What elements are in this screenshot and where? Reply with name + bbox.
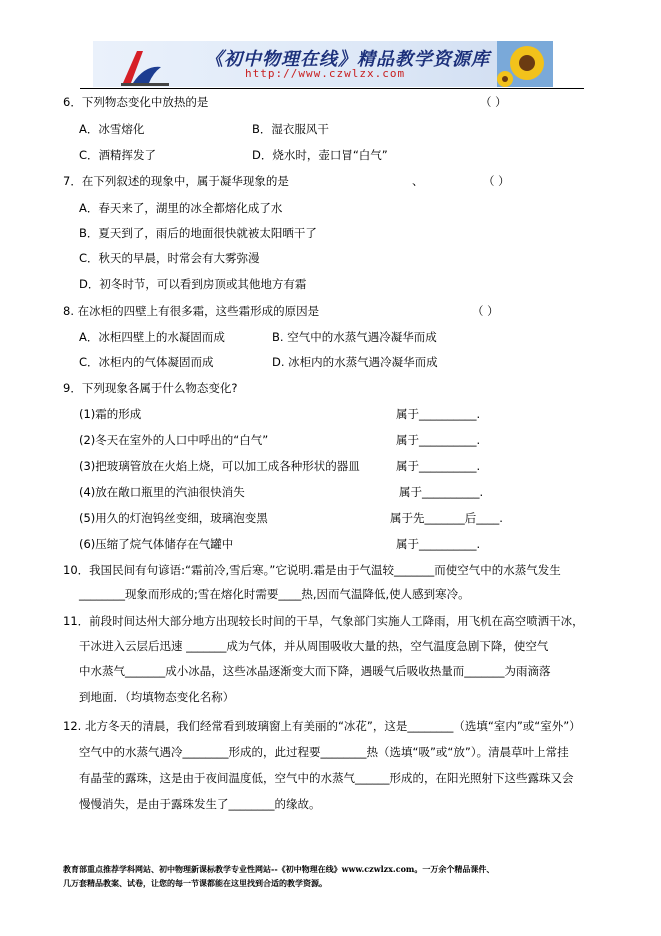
header-banner <box>93 41 553 87</box>
q8-answer-paren: （ ） <box>472 304 499 318</box>
q9-item-2-answer: 属于__________. <box>396 433 481 447</box>
q12-line-3: 有晶莹的露珠，这是由于夜间温度低，空气中的水蒸气______形成的，在阳光照射下这些露珠又会 <box>79 771 574 785</box>
site-logo-icon <box>115 47 175 87</box>
q10-line-1: 10．我国民间有句谚语:“霜前冷,雪后寒。”它说明.霜是由于气温较_______而使空气中的水蒸气发生 <box>63 563 561 577</box>
q8-stem: 8. 在冰柜的四壁上有很多霜，这些霜形成的原因是 <box>63 304 320 318</box>
q9-item-2: (2)冬天在室外的人口中呼出的“白气” <box>79 433 269 447</box>
q6-answer-paren: （ ） <box>480 95 507 109</box>
q10-line-2: ________现象而形成的;雪在熔化时需要____热,因而气温降低,使人感到寒冷。 <box>79 587 470 601</box>
q7-option-b: B．夏天到了，雨后的地面很快就被太阳晒干了 <box>79 226 317 240</box>
q9-item-4-answer: 属于__________. <box>399 485 484 499</box>
q12-line-1: 12. 北方冬天的清晨，我们经常看到玻璃窗上有美丽的“冰花”，这是________（选填“室内”或“室外”） <box>63 719 581 733</box>
q9-item-3-answer: 属于__________. <box>396 459 481 473</box>
q11-line-4: 到地面．（均填物态变化名称） <box>79 690 235 704</box>
q6-stem: 6．下列物态变化中放热的是 <box>63 95 209 109</box>
q9-item-5: (5)用久的灯泡钨丝变细，玻璃泡变黑 <box>79 511 268 525</box>
q12-line-4: 慢慢消失，是由于露珠发生了________的缘故。 <box>79 797 321 811</box>
q9-item-6-answer: 属于__________. <box>396 537 481 551</box>
q7-option-a: A．春天来了，湖里的冰全都熔化成了水 <box>79 201 283 215</box>
header-rule <box>80 88 584 89</box>
q7-option-d: D．初冬时节，可以看到房顶或其他地方有霜 <box>79 277 307 291</box>
q11-line-3: 中水蒸气_______成小冰晶，这些冰晶逐渐变大而下降，遇暖气后吸收热量而_______为雨滴落 <box>79 664 551 678</box>
q9-item-5-answer: 属于先_______后____. <box>390 511 503 525</box>
q8-option-a: A．冰柜四壁上的水凝固而成 <box>79 330 225 344</box>
sunflower-icon <box>497 41 553 87</box>
q6-option-d: D．烧水时，壶口冒“白气” <box>252 148 388 162</box>
q7-stem: 7．在下列叙述的现象中，属于凝华现象的是 <box>63 174 289 188</box>
q9-item-1: (1)霜的形成 <box>79 407 142 421</box>
banner-url[interactable]: http://www.czwlzx.com <box>245 67 406 80</box>
q7-answer-paren: （ ） <box>483 174 510 188</box>
q8-option-d: D. 冰柜内的水蒸气遇冷凝华而成 <box>272 355 438 369</box>
banner-title: 《初中物理在线》精品教学资源库 <box>205 49 490 70</box>
q9-item-3: (3)把玻璃管放在火焰上烧，可以加工成各种形状的器皿 <box>79 459 360 473</box>
q6-option-c: C．酒精挥发了 <box>79 148 157 162</box>
q9-item-1-answer: 属于__________. <box>396 407 481 421</box>
q9-item-6: (6)压缩了烷气体储存在气罐中 <box>79 537 234 551</box>
q11-line-1: 11．前段时间达州大部分地方出现较长时间的干旱，气象部门实施人工降雨，用飞机在高空喷洒干冰， <box>63 614 584 628</box>
q12-line-2: 空气中的水蒸气遇冷________形成的，此过程要________热（选填“吸”或“放”）。清晨草叶上常挂 <box>79 745 569 759</box>
q11-line-2: 干冰进入云层后迅速 _______成为气体，并从周围吸收大量的热，空气温度急剧下降，使空气 <box>79 639 549 653</box>
footer-line-2: 几万套精品教案、试卷，让您的每一节课都能在这里找到合适的教学资源。 <box>63 878 327 888</box>
q8-option-b: B. 空气中的水蒸气遇冷凝华而成 <box>272 330 437 344</box>
footer-line-1: 教育部重点推荐学科网站、初中物理新课标教学专业性网站--《初中物理在线》www.czwlzx.com。一万余个精品课件、 <box>63 864 495 874</box>
q6-option-b: B．湿衣服风干 <box>252 122 329 136</box>
q7-mark: 、 <box>412 174 424 188</box>
q9-item-4: (4)放在敞口瓶里的汽油很快消失 <box>79 485 245 499</box>
q7-option-c: C．秋天的早晨，时常会有大雾弥漫 <box>79 251 260 265</box>
q8-option-c: C．冰柜内的气体凝固而成 <box>79 355 214 369</box>
q6-option-a: A．冰雪熔化 <box>79 122 145 136</box>
q9-stem: 9．下列现象各属于什么物态变化? <box>63 381 238 395</box>
